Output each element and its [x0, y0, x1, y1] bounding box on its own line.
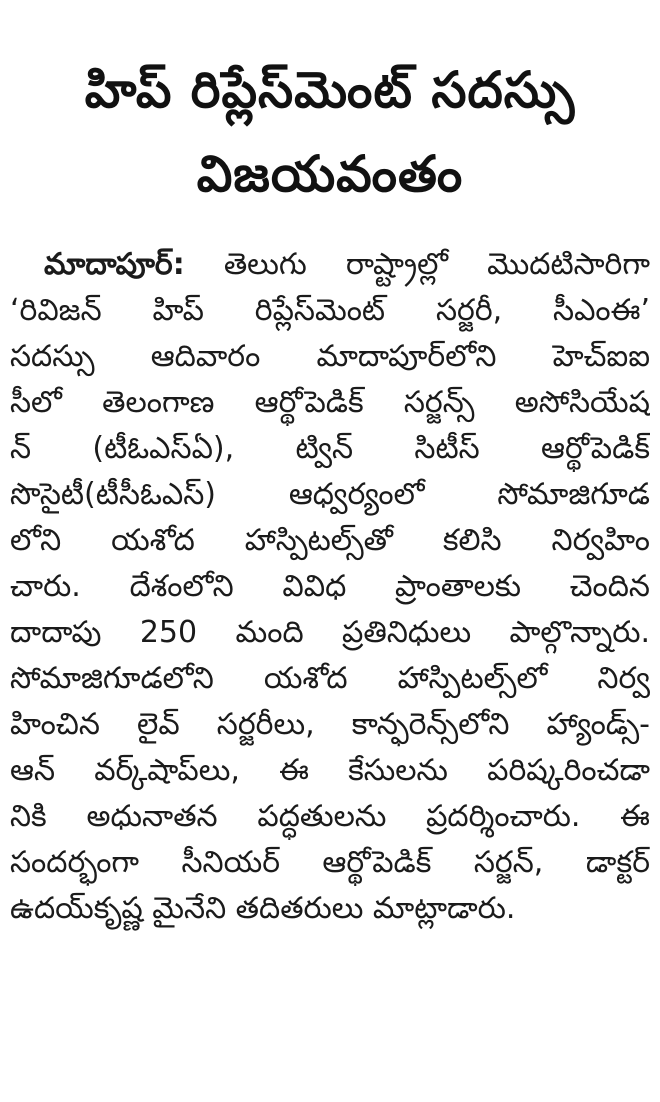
article-line: సోమాజిగూడలోని యశోద హాస్పిటల్స్‌లో నిర్వ: [10, 661, 650, 696]
headline-line-1: హిప్ రిప్లేస్‌మెంట్ సదస్సు: [84, 61, 576, 119]
headline-line-2: విజయవంతం: [196, 145, 464, 203]
article-body: [10, 242, 650, 932]
article-line: ఉదయ్‌కృష్ణ మైనేని తదితరులు మాట్లాడారు.: [10, 891, 516, 926]
article-line: దాదాపు 250 మంది ప్రతినిధులు పాల్గొన్నారు.: [10, 615, 650, 650]
article-line: సదస్సు ఆదివారం మాదాపూర్‌లోని హెచ్ఐఐ: [10, 339, 650, 374]
article-line: లోని యశోద హాస్పిటల్స్‌తో కలిసి నిర్వహిం: [10, 523, 650, 558]
article-line: ఆన్ వర్క్‌షాప్‌లు, ఈ కేసులను పరిష్కరించడా: [10, 753, 650, 788]
article-line: చారు. దేశంలోని వివిధ ప్రాంతాలకు చెందిన: [10, 569, 650, 604]
article-line: సీలో తెలంగాణ ఆర్థోపెడిక్ సర్జన్స్ అసోసియేష: [10, 385, 650, 420]
article-line: న్ (టీఓఎస్ఏ), ట్విన్ సిటీస్ ఆర్థోపెడిక్: [10, 431, 650, 466]
article-line: నికి అధునాతన పద్ధతులను ప్రదర్శించారు. ఈ: [10, 799, 650, 834]
article-line: ‘రివిజన్ హిప్ రిప్లేస్‌మెంట్ సర్జరీ, సీఎంఈ’: [10, 293, 650, 328]
article-line: సొసైటీ(టీసీఓఎస్) ఆధ్వర్యంలో సోమాజిగూడ: [10, 477, 650, 512]
article-line: హించిన లైవ్ సర్జరీలు, కాన్ఫరెన్స్‌లోని హ్యాండ్స్-: [10, 707, 650, 742]
first-line-text: తెలుగు రాష్ట్రాల్లో మొదటిసారిగా: [223, 247, 650, 282]
article-line: [10, 242, 650, 288]
article-line: సందర్భంగా సీనియర్ ఆర్థోపెడిక్ సర్జన్, డాక్టర్: [10, 845, 650, 880]
dateline: మాదాపూర్:: [44, 247, 185, 282]
headline: [30, 48, 630, 216]
